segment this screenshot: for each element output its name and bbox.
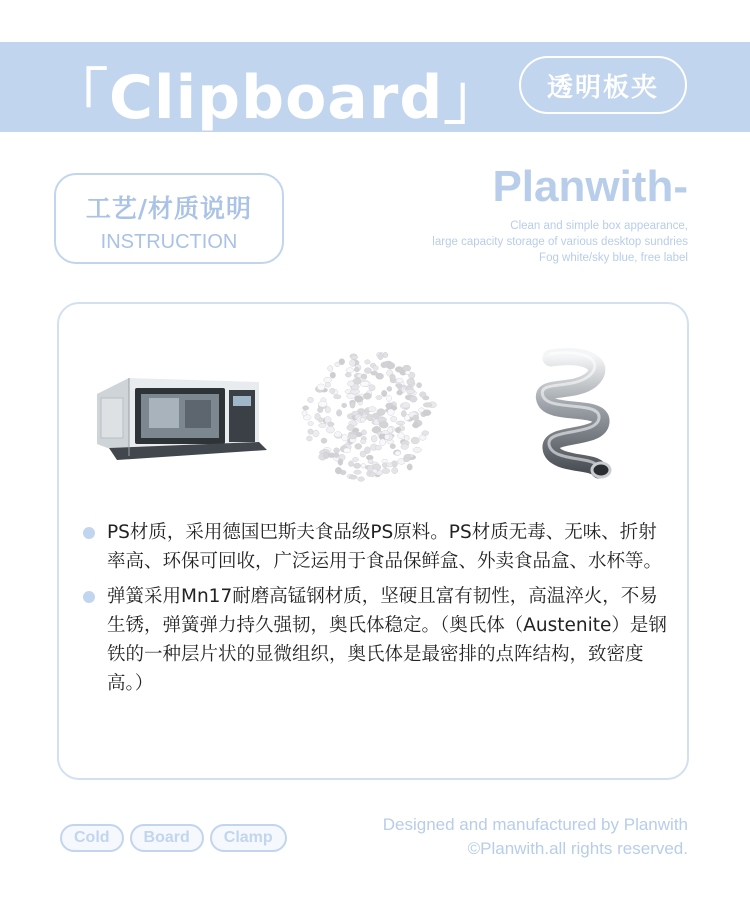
header-banner xyxy=(0,42,750,132)
footer-line: Designed and manufactured by Planwith xyxy=(382,815,688,834)
bullet-text: 弹簧采用Mn17耐磨高锰钢材质，坚硬且富有韧性，高温淬火，不易生锈，弹簧弹力持久强韧，奥氏体稳定。（奥氏体（Austenite）是钢铁的一种层片状的显微组织，奥氏体是最密排的点阵结构，致密度高。） xyxy=(107,586,667,694)
material-card xyxy=(57,302,689,780)
product-badge: 透明板夹 xyxy=(519,56,687,114)
bullet-dot xyxy=(83,527,95,539)
footer-tags xyxy=(60,824,287,852)
instruction-title-en: INSTRUCTION xyxy=(100,231,238,253)
footer-tag: Board xyxy=(130,824,204,852)
list-item xyxy=(83,518,673,576)
instruction-box xyxy=(54,173,284,264)
list-item xyxy=(83,582,673,698)
instruction-title-cn: 工艺/材质说明 xyxy=(85,194,253,223)
material-list xyxy=(83,518,673,704)
tagline-line: Fog white/sky blue, free label xyxy=(539,252,688,264)
bullet-text: PS材质，采用德国巴斯夫食品级PS原料。PS材质无毒、无味、折射率高、环保可回收，广泛运用于食品保鲜盒、外卖食品盒、水杯等。 xyxy=(107,522,663,572)
footer-tag: Clamp xyxy=(210,824,287,852)
tagline-line: Clean and simple box appearance, xyxy=(510,220,688,232)
cnc-machine-icon xyxy=(89,364,269,464)
brand-name: Planwith- xyxy=(492,162,688,211)
brand-tagline xyxy=(432,218,688,266)
page-title: 「Clipboard」 xyxy=(48,63,505,133)
tagline-line: large capacity storage of various desktop sundries xyxy=(432,236,688,248)
footer-credit xyxy=(383,813,688,861)
bullet-dot xyxy=(83,591,95,603)
footer-line: ©Planwith.all rights reserved. xyxy=(467,839,688,858)
ps-pellets-icon xyxy=(295,344,445,490)
footer-tag: Cold xyxy=(60,824,124,852)
steel-spring-icon xyxy=(529,348,619,488)
